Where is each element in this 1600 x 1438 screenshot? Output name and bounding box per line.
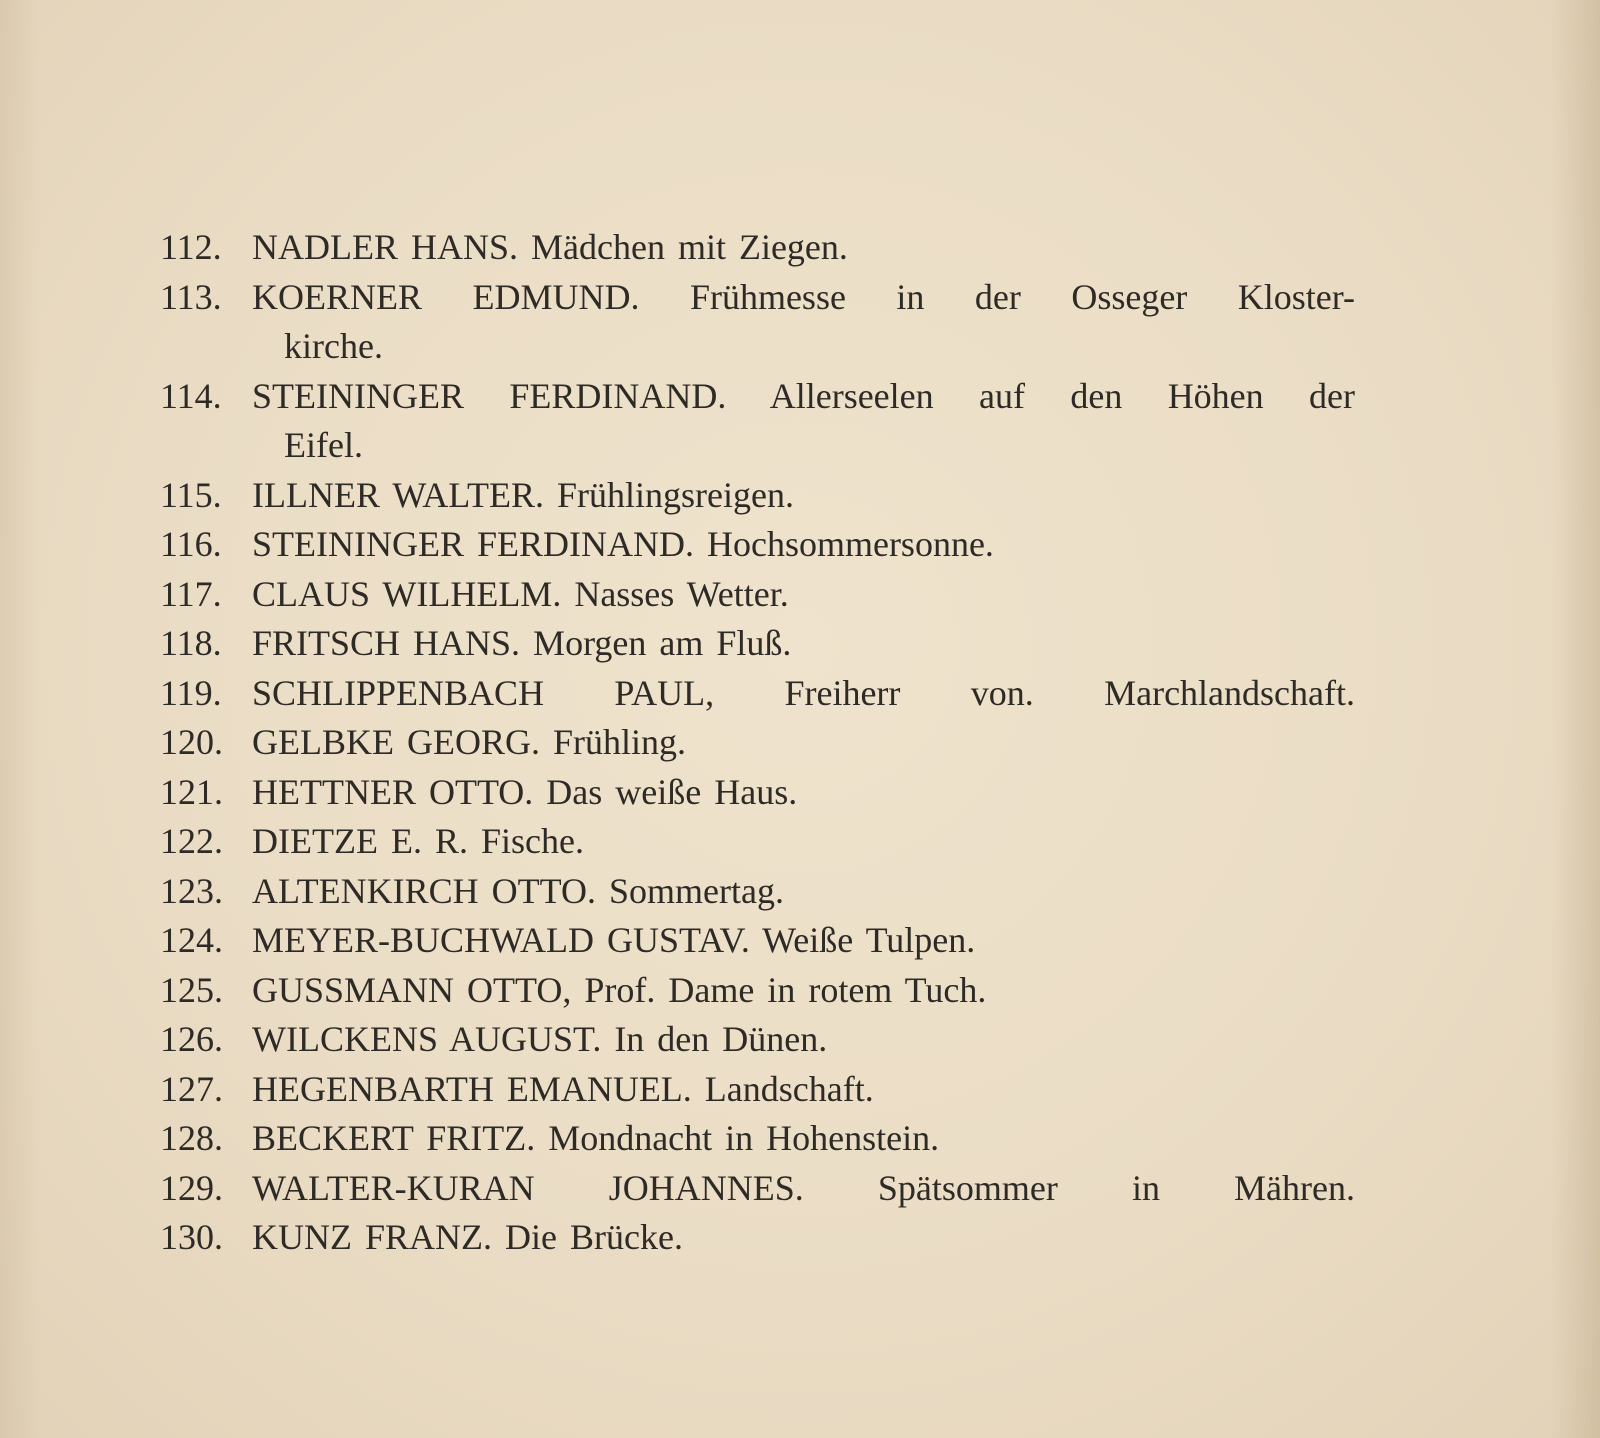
entry-text: KUNZ FRANZ. Die Brücke. xyxy=(252,1217,683,1257)
catalog-entry xyxy=(160,1213,1355,1263)
page-edge-shadow-right xyxy=(1550,0,1600,1438)
entry-number: 113. xyxy=(160,276,222,317)
entry-text: HEGENBARTH EMANUEL. Landschaft. xyxy=(252,1068,874,1109)
entry-text-line: KOERNER EDMUND. Frühmesse in der Osseger Kloster- xyxy=(252,276,1355,317)
entry-text: HETTNER OTTO. Das weiße Haus. xyxy=(252,771,798,812)
entry-text: BECKERT FRITZ. Mondnacht in Hohenstein. xyxy=(252,1118,940,1158)
entry-text: NADLER HANS. Mädchen mit Ziegen. xyxy=(252,227,848,267)
entry-number: 129. xyxy=(160,1167,223,1208)
catalog-entry xyxy=(160,471,1355,521)
entry-text: STEININGER FERDINAND. Hochsommersonne. xyxy=(252,524,994,564)
entry-text: ALTENKIRCH OTTO. Sommertag. xyxy=(252,870,784,911)
catalog-entry xyxy=(160,669,1355,719)
entry-text: ILLNER WALTER. Frühlingsreigen. xyxy=(252,474,794,515)
entry-number: 120. xyxy=(160,722,223,762)
page-edge-shadow-left xyxy=(0,0,40,1438)
catalog-entry xyxy=(160,916,1355,966)
catalog-entry xyxy=(160,570,1355,620)
entry-text: WILCKENS AUGUST. In den Dünen. xyxy=(252,1019,828,1059)
entry-text xyxy=(252,273,1355,372)
entry-number: 125. xyxy=(160,969,223,1010)
catalog-entry xyxy=(160,619,1355,669)
entry-text-continuation: Eifel. xyxy=(284,425,363,465)
entry-text-continuation: kirche. xyxy=(284,326,383,366)
catalog-entry xyxy=(160,520,1355,570)
catalog-entry xyxy=(160,718,1355,768)
catalog-entry xyxy=(160,1164,1355,1214)
catalog-entry xyxy=(160,1114,1355,1164)
entry-number: 118. xyxy=(160,623,222,663)
catalog-entry xyxy=(160,223,1355,273)
catalog-list xyxy=(160,223,1355,1263)
entry-text: FRITSCH HANS. Morgen am Fluß. xyxy=(252,623,792,663)
catalog-entry xyxy=(160,372,1355,471)
catalog-entry xyxy=(160,1065,1355,1115)
catalog-entry xyxy=(160,867,1355,917)
entry-text: WALTER-KURAN JOHANNES. Spätsommer in Mähren. xyxy=(252,1167,1355,1208)
entry-number: 115. xyxy=(160,474,222,515)
entry-number: 127. xyxy=(160,1068,223,1109)
entry-number: 124. xyxy=(160,920,223,960)
entry-text-line: STEININGER FERDINAND. Allerseelen auf den Höhen der xyxy=(252,375,1355,416)
catalog-entry xyxy=(160,817,1355,867)
entry-number: 119. xyxy=(160,672,222,713)
entry-text: GELBKE GEORG. Frühling. xyxy=(252,722,686,762)
entry-number: 114. xyxy=(160,375,222,416)
entry-text: CLAUS WILHELM. Nasses Wetter. xyxy=(252,573,789,614)
entry-number: 128. xyxy=(160,1118,223,1158)
entry-text: SCHLIPPENBACH PAUL, Freiherr von. Marchlandschaft. xyxy=(252,672,1355,713)
entry-number: 116. xyxy=(160,524,222,564)
catalog-entry xyxy=(160,768,1355,818)
catalog-entry xyxy=(160,1015,1355,1065)
catalog-entry xyxy=(160,273,1355,372)
catalog-entry xyxy=(160,966,1355,1016)
entry-number: 117. xyxy=(160,573,222,614)
entry-number: 121. xyxy=(160,771,223,812)
entry-number: 112. xyxy=(160,227,222,267)
entry-number: 130. xyxy=(160,1217,223,1257)
entry-text: DIETZE E. R. Fische. xyxy=(252,821,584,861)
entry-number: 123. xyxy=(160,870,223,911)
entry-number: 122. xyxy=(160,821,223,861)
entry-text: MEYER-BUCHWALD GUSTAV. Weiße Tulpen. xyxy=(252,920,976,960)
entry-number: 126. xyxy=(160,1019,223,1059)
entry-text: GUSSMANN OTTO, Prof. Dame in rotem Tuch. xyxy=(252,969,987,1010)
entry-text xyxy=(252,372,1355,471)
